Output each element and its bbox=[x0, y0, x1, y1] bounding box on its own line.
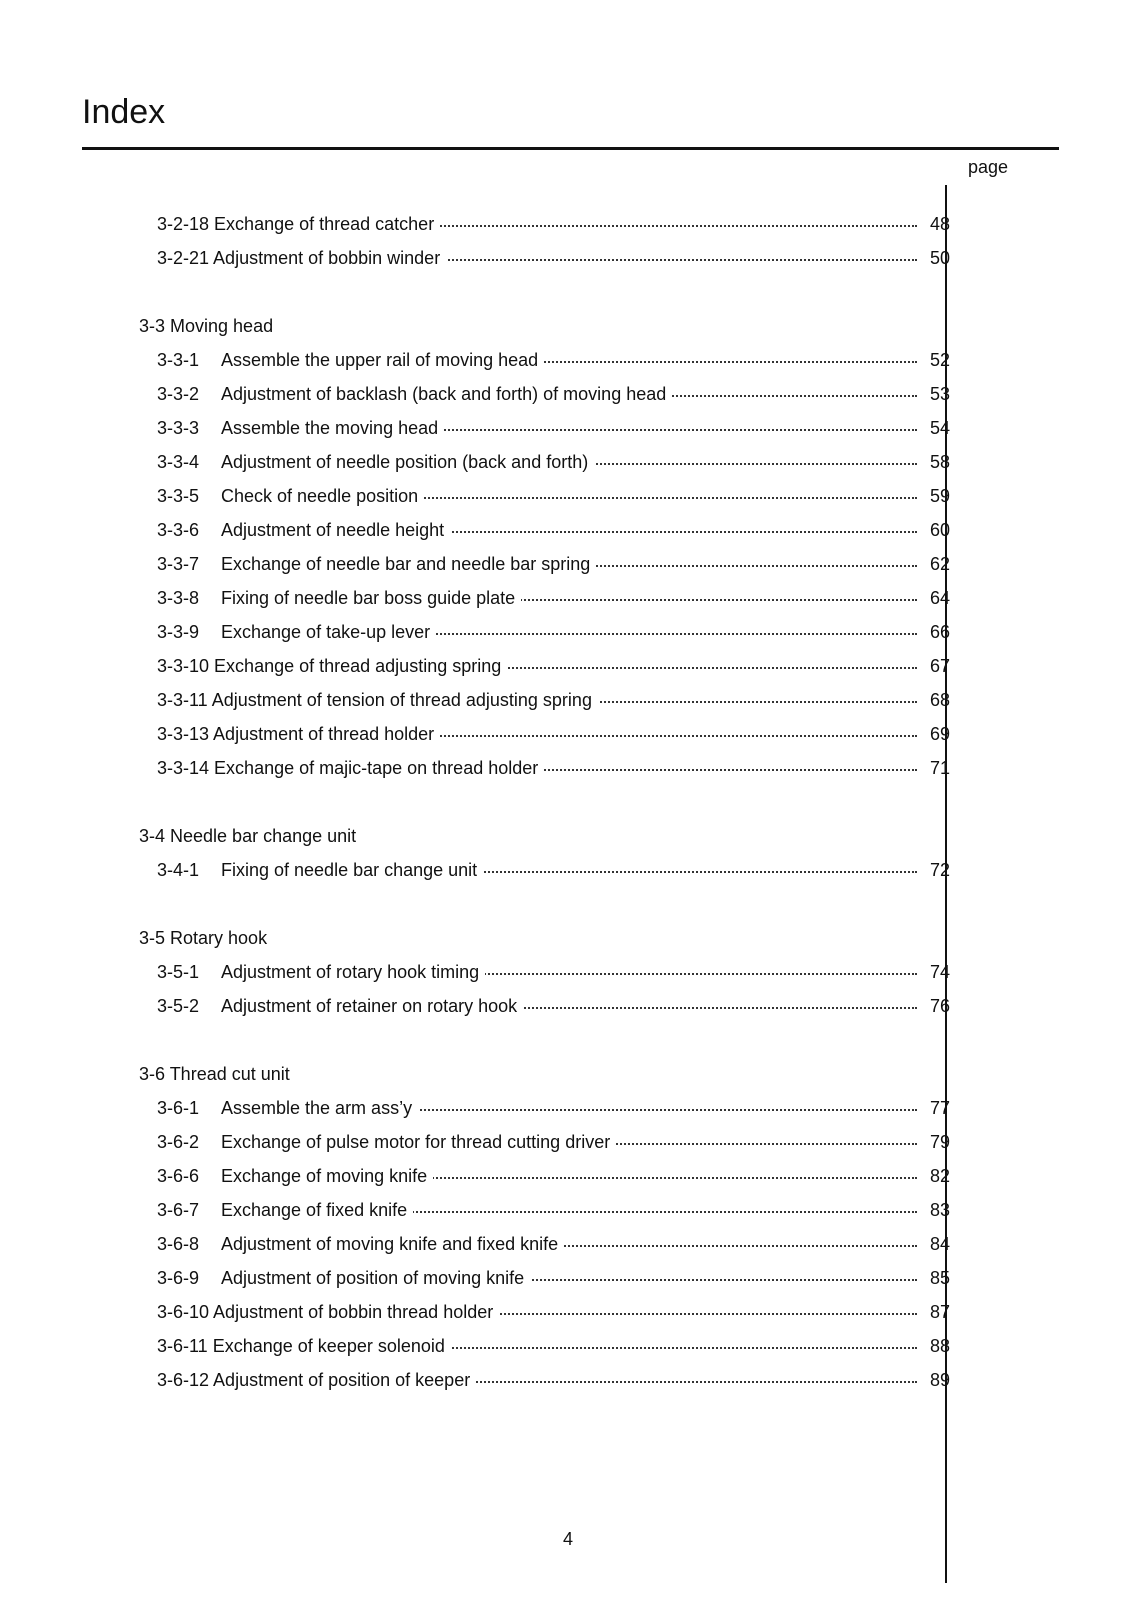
toc-entry-title: Adjustment of bobbin winder bbox=[213, 248, 441, 268]
toc-entry-label bbox=[157, 1164, 433, 1188]
section-heading: 3-4 Needle bar change unit bbox=[139, 826, 357, 846]
toc-entry-label bbox=[157, 858, 483, 882]
toc-entry-page: 88 bbox=[929, 1336, 951, 1356]
toc-entry-page: 89 bbox=[929, 1370, 951, 1390]
toc-entry[interactable] bbox=[157, 552, 969, 576]
toc-entry-title: Fixing of needle bar boss guide plate bbox=[221, 588, 516, 608]
toc-entry-page: 66 bbox=[929, 622, 951, 642]
toc-entry-number: 3-3-7 bbox=[157, 554, 200, 574]
toc-entry-page: 67 bbox=[929, 656, 951, 676]
toc-entry[interactable] bbox=[157, 722, 969, 746]
toc-entry-label bbox=[157, 722, 440, 746]
toc-entry-title: Adjustment of position of keeper bbox=[213, 1370, 471, 1390]
toc-entry-title: Adjustment of thread holder bbox=[213, 724, 435, 744]
toc-entry-title: Adjustment of needle position (back and forth) bbox=[221, 452, 589, 472]
toc-entry-label bbox=[157, 212, 440, 236]
section-heading: 3-3 Moving head bbox=[139, 316, 274, 336]
toc-entry[interactable] bbox=[157, 348, 969, 372]
toc-entry-page: 69 bbox=[929, 724, 951, 744]
toc-entry-label bbox=[157, 450, 594, 474]
toc-entry-title: Adjustment of bobbin thread holder bbox=[213, 1302, 494, 1322]
toc-entry-page: 68 bbox=[929, 690, 951, 710]
toc-entry[interactable] bbox=[157, 620, 969, 644]
toc-entry-title: Assemble the arm ass’y bbox=[221, 1098, 413, 1118]
toc-entry[interactable] bbox=[157, 1164, 969, 1188]
toc-entry-label bbox=[157, 518, 450, 542]
toc-entry-number: 3-3-6 bbox=[157, 520, 200, 540]
toc-entry-title: Adjustment of needle height bbox=[221, 520, 445, 540]
toc-entry-label bbox=[157, 1300, 499, 1324]
toc-entry[interactable] bbox=[157, 450, 969, 474]
toc-entry-number: 3-2-21 bbox=[157, 248, 210, 268]
toc-entry-title: Exchange of thread adjusting spring bbox=[214, 656, 502, 676]
toc-entry-title: Exchange of majic-tape on thread holder bbox=[214, 758, 539, 778]
toc-entry-number: 3-6-9 bbox=[157, 1268, 200, 1288]
page-title: Index bbox=[82, 93, 166, 131]
toc-entry-number: 3-5-2 bbox=[157, 996, 200, 1016]
toc-entry-number: 3-3-8 bbox=[157, 588, 200, 608]
toc-entry-label bbox=[157, 1198, 413, 1222]
toc-entry-label bbox=[157, 1232, 564, 1256]
toc-entry-number: 3-3-14 bbox=[157, 758, 210, 778]
toc-entry[interactable] bbox=[157, 1096, 969, 1120]
section-heading: 3-5 Rotary hook bbox=[139, 928, 268, 948]
toc-entry-page: 53 bbox=[929, 384, 951, 404]
toc-entry-page: 77 bbox=[929, 1098, 951, 1118]
toc-entry-number: 3-6-8 bbox=[157, 1234, 200, 1254]
toc-entry-page: 50 bbox=[929, 248, 951, 268]
toc-entry[interactable] bbox=[157, 586, 969, 610]
toc-entry-page: 76 bbox=[929, 996, 951, 1016]
toc-entry-number: 3-3-3 bbox=[157, 418, 200, 438]
toc-entry-title: Exchange of thread catcher bbox=[214, 214, 435, 234]
page-number: 4 bbox=[562, 1529, 573, 1549]
toc-entry-title: Exchange of keeper solenoid bbox=[212, 1336, 445, 1356]
toc-entry-page: 54 bbox=[929, 418, 951, 438]
toc-entry-page: 59 bbox=[929, 486, 951, 506]
toc-entry-number: 3-4-1 bbox=[157, 860, 200, 880]
toc-entry-label bbox=[157, 552, 596, 576]
toc-entry-label bbox=[157, 994, 523, 1018]
toc-entry-page: 62 bbox=[929, 554, 951, 574]
toc-entry[interactable] bbox=[157, 518, 969, 542]
toc-entry-number: 3-6-10 bbox=[157, 1302, 210, 1322]
toc-entry-label bbox=[157, 1096, 418, 1120]
toc-entry[interactable] bbox=[157, 1334, 969, 1358]
toc-entry-page: 58 bbox=[929, 452, 951, 472]
toc-entry[interactable] bbox=[157, 382, 969, 406]
toc-entry-page: 71 bbox=[929, 758, 951, 778]
toc-entry-title: Adjustment of moving knife and fixed knife bbox=[221, 1234, 559, 1254]
toc-entry-number: 3-6-1 bbox=[157, 1098, 200, 1118]
toc-entry-title: Adjustment of backlash (back and forth) of moving head bbox=[221, 384, 667, 404]
toc-entry-number: 3-3-10 bbox=[157, 656, 210, 676]
toc-entry[interactable] bbox=[157, 1368, 969, 1392]
toc-entry-page: 85 bbox=[929, 1268, 951, 1288]
toc-entry-label bbox=[157, 654, 507, 678]
toc-entry-label bbox=[157, 960, 485, 984]
toc-entry-title: Exchange of needle bar and needle bar spring bbox=[221, 554, 591, 574]
toc-entry-number: 3-3-2 bbox=[157, 384, 200, 404]
toc-entry-label bbox=[157, 1334, 451, 1358]
toc-entry[interactable] bbox=[157, 756, 969, 780]
toc-entry[interactable] bbox=[157, 1232, 969, 1256]
toc-entry-page: 60 bbox=[929, 520, 951, 540]
toc-entry[interactable] bbox=[157, 960, 969, 984]
toc-entry-number: 3-3-13 bbox=[157, 724, 210, 744]
toc-entry-label bbox=[157, 756, 544, 780]
toc-entry-label bbox=[157, 484, 424, 508]
toc-entry[interactable] bbox=[157, 1266, 969, 1290]
toc-entry-label bbox=[157, 1368, 476, 1392]
toc-entry-number: 3-3-1 bbox=[157, 350, 200, 370]
toc-entry-title: Exchange of take-up lever bbox=[221, 622, 431, 642]
toc-entry-number: 3-6-12 bbox=[157, 1370, 210, 1390]
toc-entry[interactable] bbox=[157, 416, 969, 440]
toc-entry-number: 3-3-11 bbox=[157, 690, 208, 710]
toc-entry-title: Check of needle position bbox=[221, 486, 419, 506]
toc-entry-title: Adjustment of position of moving knife bbox=[221, 1268, 525, 1288]
toc-entry-title: Exchange of moving knife bbox=[221, 1166, 428, 1186]
toc-entry-label bbox=[157, 1130, 616, 1154]
toc-entry-number: 3-6-11 bbox=[157, 1336, 208, 1356]
toc-entry-number: 3-3-4 bbox=[157, 452, 200, 472]
toc-entry[interactable] bbox=[157, 212, 969, 236]
toc-entry-label bbox=[157, 416, 444, 440]
toc-entry-page: 84 bbox=[929, 1234, 951, 1254]
toc-entry-title: Adjustment of tension of thread adjusting spring bbox=[211, 690, 592, 710]
toc-entry-page: 87 bbox=[929, 1302, 951, 1322]
toc-entry-label bbox=[157, 688, 598, 712]
toc-entry-number: 3-5-1 bbox=[157, 962, 200, 982]
toc-entry[interactable] bbox=[157, 994, 969, 1018]
toc-entry[interactable] bbox=[157, 246, 969, 270]
toc-entry-page: 79 bbox=[929, 1132, 951, 1152]
toc-entry-number: 3-6-6 bbox=[157, 1166, 200, 1186]
toc-entry-number: 3-6-7 bbox=[157, 1200, 200, 1220]
toc-entry-page: 64 bbox=[929, 588, 951, 608]
section-heading: 3-6 Thread cut unit bbox=[139, 1064, 290, 1084]
toc-entry-title: Fixing of needle bar change unit bbox=[221, 860, 478, 880]
toc-entry[interactable] bbox=[157, 1198, 969, 1222]
toc-entry-page: 48 bbox=[929, 214, 951, 234]
toc-entry-title: Exchange of fixed knife bbox=[221, 1200, 408, 1220]
toc-entry-label bbox=[157, 246, 446, 270]
toc-entry[interactable] bbox=[157, 654, 969, 678]
toc-entry-page: 82 bbox=[929, 1166, 951, 1186]
toc-entry-title: Assemble the upper rail of moving head bbox=[221, 350, 539, 370]
toc-entry-page: 74 bbox=[929, 962, 951, 982]
toc-entry-page: 72 bbox=[929, 860, 951, 880]
toc-entry-label bbox=[157, 1266, 530, 1290]
toc-entry[interactable] bbox=[157, 1300, 969, 1324]
toc-entry-label bbox=[157, 586, 521, 610]
toc-entry-number: 3-3-9 bbox=[157, 622, 200, 642]
toc-entry[interactable] bbox=[157, 484, 969, 508]
toc-entry-title: Assemble the moving head bbox=[221, 418, 439, 438]
toc-entry-page: 52 bbox=[929, 350, 951, 370]
toc-entry[interactable] bbox=[157, 858, 969, 882]
toc-entry-title: Adjustment of retainer on rotary hook bbox=[221, 996, 518, 1016]
page-column-label: page bbox=[968, 157, 1009, 177]
toc-entry-number: 3-3-5 bbox=[157, 486, 200, 506]
toc-entry-label bbox=[157, 620, 436, 644]
toc-entry-title: Exchange of pulse motor for thread cutting driver bbox=[221, 1132, 611, 1152]
toc-entry[interactable] bbox=[157, 688, 969, 712]
toc-entry[interactable] bbox=[157, 1130, 969, 1154]
toc-entry-number: 3-6-2 bbox=[157, 1132, 200, 1152]
toc-entry-page: 83 bbox=[929, 1200, 951, 1220]
toc-entry-number: 3-2-18 bbox=[157, 214, 210, 234]
toc-entry-label bbox=[157, 348, 544, 372]
toc-entry-title: Adjustment of rotary hook timing bbox=[221, 962, 480, 982]
toc-entry-label bbox=[157, 382, 672, 406]
